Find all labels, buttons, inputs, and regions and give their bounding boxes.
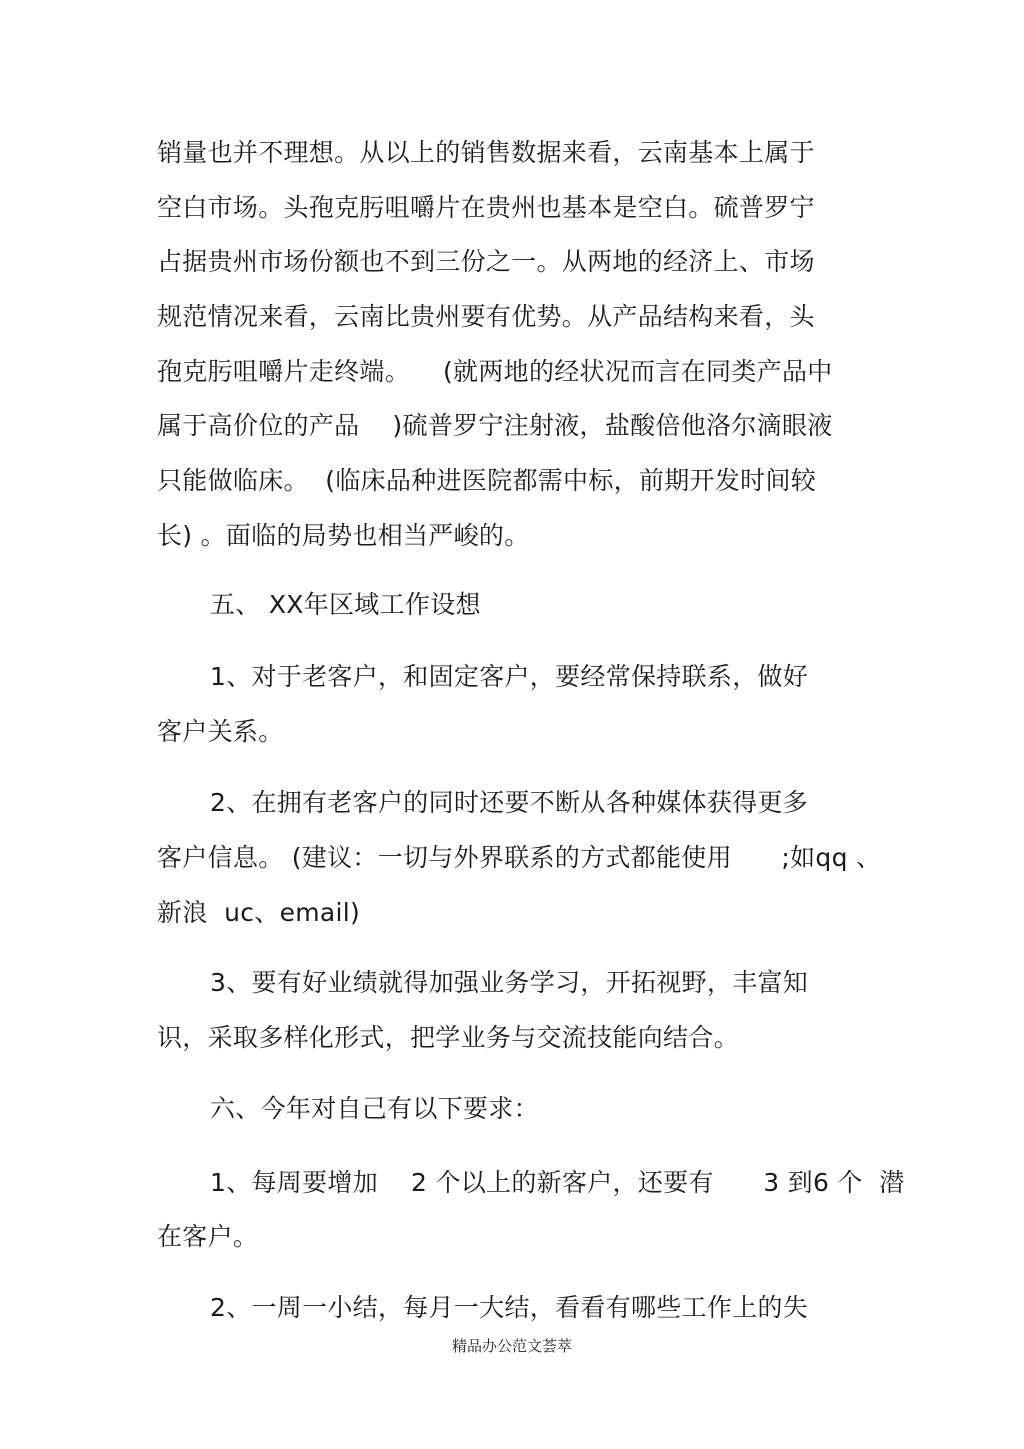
item-1-line-1: 1、对于老客户，和固定客户，要经常保持联系，做好 <box>210 662 809 691</box>
section-heading-5: 五、 XX年区域工作设想 <box>210 590 481 619</box>
text-line-7: 只能做临床。 (临床品种进医院都需中标，前期开发时间较 <box>157 466 817 495</box>
text-line-8: 长) 。面临的局势也相当严峻的。 <box>157 521 530 550</box>
text-line-6: 属于高价位的产品 )硫普罗宁注射液，盐酸倍他洛尔滴眼液 <box>157 411 833 440</box>
item-1-line-2: 客户关系。 <box>157 717 284 746</box>
text-line-5: 孢克肟咀嚼片走终端。 (就两地的经状况而言在同类产品中 <box>157 357 833 386</box>
item-2-line-1: 2、在拥有老客户的同时还要不断从各种媒体获得更多 <box>210 788 809 817</box>
item-3-line-1: 3、要有好业绩就得加强业务学习，开拓视野，丰富知 <box>210 968 809 997</box>
req-1-line-2: 在客户。 <box>157 1222 259 1251</box>
page-footer: 精品办公范文荟萃 <box>451 1337 572 1355</box>
item-2-line-3: 新浪 uc、email) <box>157 898 361 927</box>
item-3-line-2: 识，采取多样化形式，把学业务与交流技能向结合。 <box>157 1023 739 1052</box>
text-line-4: 规范情况来看，云南比贵州要有优势。从产品结构来看，头 <box>157 302 815 331</box>
item-2-line-2: 客户信息。 (建议：一切与外界联系的方式都能使用 ;如qq 、 <box>157 843 882 872</box>
req-1-line-1: 1、每周要增加 2 个以上的新客户，还要有 3 到6 个 潜 <box>210 1168 905 1197</box>
text-line-1: 销量也并不理想。从以上的销售数据来看，云南基本上属于 <box>157 138 815 167</box>
text-line-3: 占据贵州市场份额也不到三份之一。从两地的经济上、市场 <box>157 247 815 276</box>
text-line-2: 空白市场。头孢克肟咀嚼片在贵州也基本是空白。硫普罗宁 <box>157 193 815 222</box>
section-heading-6: 六、今年对自己有以下要求： <box>210 1094 539 1123</box>
req-2-line-1: 2、一周一小结，每月一大结，看看有哪些工作上的失 <box>210 1293 809 1322</box>
